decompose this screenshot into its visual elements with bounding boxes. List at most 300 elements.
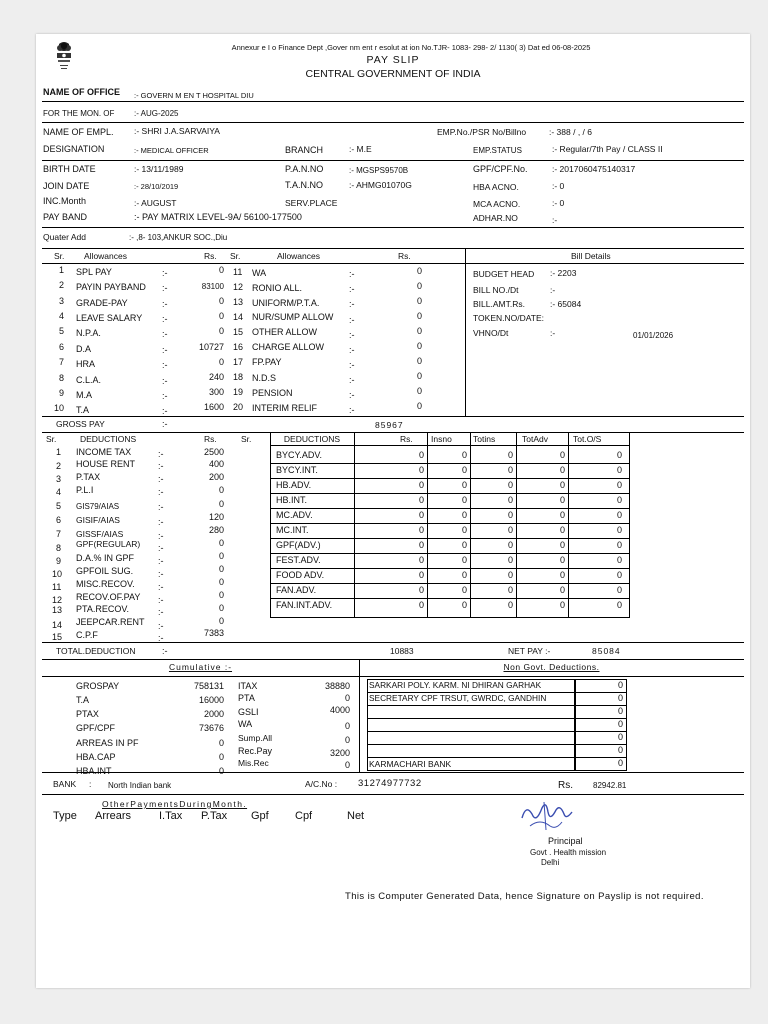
cum-value: 758131 — [193, 681, 224, 691]
loan-rs: 0 — [418, 480, 424, 490]
adhar-label: ADHAR.NO — [473, 213, 518, 223]
status-value: :- Regular/7th Pay / CLASS II — [552, 144, 663, 154]
other-payments-title: OtherPaymentsDuringMonth. — [102, 799, 248, 809]
divider — [42, 101, 744, 102]
ded-sr: 11 — [52, 582, 62, 592]
loans-header-insno: Insno — [431, 434, 452, 444]
loan-name: HB.INT. — [276, 495, 308, 505]
divider — [42, 416, 744, 417]
ded-sr: 10 — [52, 569, 63, 579]
gross-pay-label: GROSS PAY — [56, 419, 105, 429]
designation-value: :- MEDICAL OFFICER — [134, 146, 209, 155]
account-number: 31274977732 — [358, 778, 422, 789]
allow-sr: 20 — [233, 402, 244, 412]
allow-name: UNIFORM/P.T.A. — [252, 298, 320, 308]
cum-label: HBA.CAP — [76, 752, 116, 762]
loan-name: FAN.INT.ADV. — [276, 600, 333, 610]
loan-name: GPF(ADV.) — [276, 540, 321, 550]
loan-totins: 0 — [507, 510, 513, 520]
col-itax: I.Tax — [159, 810, 183, 822]
ded-colon: :- — [158, 517, 164, 527]
ded-sr: 4 — [56, 487, 62, 497]
cum-value: 0 — [344, 693, 350, 703]
col-cpf: Cpf — [295, 810, 313, 822]
loan-insno: 0 — [461, 570, 467, 580]
non-govt-value: 0 — [617, 745, 623, 755]
loan-insno: 0 — [461, 465, 467, 475]
net-pay-value: 85084 — [592, 646, 621, 656]
loan-rs: 0 — [418, 510, 424, 520]
loan-insno: 0 — [461, 480, 467, 490]
payband-value: :- PAY MATRIX LEVEL-9A/ 56100-177500 — [134, 212, 302, 222]
allow-name: FP.PAY — [252, 357, 282, 367]
gpf-label: GPF/CPF.No. — [473, 164, 528, 174]
payband-label: PAY BAND — [43, 212, 88, 222]
ded-colon: :- — [158, 543, 164, 553]
tan-value: :- AHMG01070G — [349, 180, 412, 190]
loan-rs: 0 — [418, 585, 424, 595]
inc-month-value: :- AUGUST — [134, 198, 177, 208]
adhar-value: :- — [552, 215, 558, 225]
allow-value: 0 — [416, 311, 422, 321]
loan-tot-os: 0 — [616, 540, 622, 550]
ded-value: 280 — [208, 525, 224, 535]
branch-label: BRANCH — [285, 145, 324, 155]
ded-name: PTA.RECOV. — [76, 604, 130, 614]
allow-name: N.P.A. — [76, 328, 101, 338]
divider — [42, 659, 744, 660]
allow-name: INTERIM RELIF — [252, 403, 318, 413]
loan-totins: 0 — [507, 585, 513, 595]
ded-value: 0 — [218, 499, 224, 509]
loans-col-line — [427, 432, 428, 618]
ded-colon: :- — [158, 633, 164, 643]
page-title: PAY SLIP — [366, 54, 420, 66]
loan-insno: 0 — [461, 600, 467, 610]
allow-value: 0 — [218, 296, 224, 306]
loan-totadv: 0 — [559, 600, 565, 610]
ded-colon: :- — [158, 502, 164, 512]
loan-tot-os: 0 — [616, 600, 622, 610]
col-ptax: P.Tax — [201, 810, 228, 822]
ded-colon: :- — [158, 474, 164, 484]
signatory-org: Govt . Health mission — [530, 848, 607, 857]
ded-colon: :- — [158, 569, 164, 579]
allow-colon: :- — [349, 299, 355, 309]
allow-name: M.A — [76, 390, 93, 400]
cum-label: PTAX — [76, 709, 99, 719]
allow-value: 0 — [218, 326, 224, 336]
quarter-value: :- ,8- 103,ANKUR SOC.,Diu — [129, 233, 228, 242]
cum-label: T.A — [76, 695, 90, 705]
loan-totadv: 0 — [559, 570, 565, 580]
allow-sr: 11 — [233, 267, 243, 277]
net-pay-label: NET PAY :- — [508, 646, 551, 656]
ded-value: 120 — [208, 512, 224, 522]
allow-colon: :- — [349, 269, 355, 279]
loan-row-line — [270, 493, 630, 494]
ded-name: P.TAX — [76, 472, 101, 482]
allow-value: 0 — [416, 356, 422, 366]
allow-colon: :- — [349, 315, 355, 325]
ded-name: GIS79/AIAS — [76, 502, 120, 511]
loan-rs: 0 — [418, 465, 424, 475]
col-gpf: Gpf — [251, 810, 269, 822]
amount-value: 82942.81 — [593, 781, 627, 790]
cum-label: ITAX — [238, 681, 258, 691]
non-govt-value: 0 — [617, 719, 623, 729]
loan-tot-os: 0 — [616, 525, 622, 535]
ded-name: GISIF/AIAS — [76, 515, 120, 525]
divider — [42, 676, 744, 677]
col-type: Type — [53, 810, 77, 822]
allow-name: SPL PAY — [76, 267, 112, 277]
loan-totins: 0 — [507, 540, 513, 550]
loan-totadv: 0 — [559, 450, 565, 460]
cum-label: GSLI — [238, 707, 259, 717]
non-govt-name: SARKARI POLY. KARM. NI DHIRAN GARHAK — [369, 680, 542, 690]
bank-colon: : — [89, 779, 92, 789]
allow-sr: 9 — [59, 388, 65, 398]
allow-colon: :- — [349, 330, 355, 340]
allow-value: 0 — [416, 386, 422, 396]
cum-value: 3200 — [329, 748, 350, 758]
signatory-title: Principal — [548, 836, 583, 846]
loan-totins: 0 — [507, 480, 513, 490]
cum-value: 0 — [218, 738, 224, 748]
total-deduction-label: TOTAL.DEDUCTION — [56, 646, 136, 656]
loan-row-line — [270, 463, 630, 464]
allow-name: NUR/SUMP ALLOW — [252, 312, 334, 322]
loan-rs: 0 — [418, 525, 424, 535]
ded-colon: :- — [158, 607, 164, 617]
loan-totins: 0 — [507, 600, 513, 610]
loan-tot-os: 0 — [616, 465, 622, 475]
cum-label: Mis.Rec — [238, 758, 269, 768]
loan-row-line — [270, 523, 630, 524]
allow-value: 10727 — [198, 342, 224, 352]
emp-name-value: :- SHRI J.A.SARVAIYA — [134, 126, 220, 136]
ded-value: 400 — [208, 459, 224, 469]
ded-header-sr: Sr. — [46, 434, 57, 444]
loan-tot-os: 0 — [616, 585, 622, 595]
total-deduction-colon: :- — [162, 646, 168, 656]
loans-col-line — [470, 432, 471, 618]
allow-sr: 1 — [59, 265, 65, 275]
col-net: Net — [347, 810, 365, 822]
allow-sr: 5 — [59, 326, 65, 336]
payslip-sheet — [36, 34, 750, 988]
loan-row-line — [270, 598, 630, 599]
join-value: :- 28/10/2019 — [134, 182, 179, 191]
cum-label: GPF/CPF — [76, 723, 116, 733]
allow-name: C.L.A. — [76, 375, 102, 385]
join-label: JOIN DATE — [43, 181, 90, 191]
allow-sr: 8 — [59, 373, 65, 383]
account-label: A/C.No : — [305, 779, 338, 789]
ded-name: GPFOIL SUG. — [76, 566, 134, 576]
loan-totadv: 0 — [559, 465, 565, 475]
allow-name: RONIO ALL. — [252, 283, 303, 293]
allow-value: 0 — [218, 311, 224, 321]
loan-totadv: 0 — [559, 480, 565, 490]
loans-header-totins: Totins — [473, 434, 496, 444]
loan-rs: 0 — [418, 570, 424, 580]
divider — [42, 160, 744, 161]
allow-header-rs: Rs. — [204, 251, 217, 261]
ded-name: D.A.% IN GPF — [76, 553, 135, 563]
cum-value: 73676 — [198, 723, 224, 733]
allow-value: 0 — [416, 341, 422, 351]
allow-value: 83100 — [201, 282, 224, 291]
loan-totins: 0 — [507, 450, 513, 460]
ded-header-name: DEDUCTIONS — [80, 434, 137, 444]
loan-totadv: 0 — [559, 555, 565, 565]
allow-sr: 19 — [233, 387, 244, 397]
ded-colon: :- — [158, 582, 164, 592]
ded-name: C.P.F — [76, 630, 98, 640]
allow-name: WA — [252, 268, 267, 278]
allow-colon: :- — [162, 376, 168, 386]
divider — [42, 263, 744, 264]
loan-row-line — [270, 478, 630, 479]
allow-sr: 15 — [233, 327, 244, 337]
allow-colon: :- — [162, 299, 168, 309]
ded-name: INCOME TAX — [76, 447, 132, 457]
allow-name: CHARGE ALLOW — [252, 342, 325, 352]
allow-sr: 12 — [233, 282, 244, 292]
loan-rs: 0 — [418, 450, 424, 460]
allow-name: PAYIN PAYBAND — [76, 282, 146, 292]
ded-header-rs: Rs. — [204, 434, 217, 444]
ded-header-sr2: Sr. — [241, 434, 252, 444]
ded-sr: 9 — [56, 556, 62, 566]
allow-name: PENSION — [252, 388, 293, 398]
allow-name: OTHER ALLOW — [252, 327, 318, 337]
ded-colon: :- — [158, 531, 164, 541]
bill-amt-label: BILL.AMT.Rs. — [473, 299, 525, 309]
cum-value: 0 — [344, 760, 350, 770]
loan-name: BYCY.INT. — [276, 465, 318, 475]
ded-name: HOUSE RENT — [76, 459, 136, 469]
loan-totadv: 0 — [559, 540, 565, 550]
allow-colon: :- — [162, 360, 168, 370]
loan-name: BYCY.ADV. — [276, 450, 323, 460]
loan-tot-os: 0 — [616, 450, 622, 460]
allow-sr: 7 — [59, 357, 65, 367]
allow-colon: :- — [349, 345, 355, 355]
loan-name: FAN.ADV. — [276, 585, 317, 595]
office-value: :- GOVERN M EN T HOSPITAL DIU — [134, 91, 254, 100]
designation-label: DESIGNATION — [43, 144, 105, 154]
allow-colon: :- — [162, 406, 168, 416]
divider — [42, 122, 744, 123]
ded-name: MISC.RECOV. — [76, 579, 135, 589]
amount-label: Rs. — [558, 780, 573, 791]
allow-name: D.A — [76, 344, 92, 354]
allow-sr: 10 — [54, 403, 65, 413]
cum-value: 0 — [344, 721, 350, 731]
ded-name: GPF(REGULAR) — [76, 539, 141, 549]
loan-name: FOOD ADV. — [276, 570, 325, 580]
ded-sr: 15 — [52, 632, 63, 642]
ded-sr: 14 — [52, 620, 63, 630]
footer-note: This is Computer Generated Data, hence Signature on Payslip is not required. — [345, 891, 704, 902]
loans-header-tot-os: Tot.O/S — [573, 434, 602, 444]
quarter-label: Quater Add — [43, 232, 87, 242]
ded-value: 0 — [218, 603, 224, 613]
cum-label: WA — [238, 719, 253, 729]
signatory-place: Delhi — [541, 858, 560, 867]
loan-row-line — [270, 553, 630, 554]
ded-value: 0 — [218, 551, 224, 561]
loans-col-line — [568, 432, 569, 618]
non-govt-value: 0 — [617, 758, 623, 768]
allow-colon: :- — [162, 314, 168, 324]
mca-label: MCA ACNO. — [473, 199, 521, 209]
divider — [42, 794, 744, 795]
allow-value: 1600 — [203, 402, 224, 412]
ded-name: RECOV.OF.PAY — [76, 592, 141, 602]
loan-totins: 0 — [507, 525, 513, 535]
allow-value: 0 — [416, 266, 422, 276]
allow-colon: :- — [349, 390, 355, 400]
non-govt-title: Non Govt. Deductions. — [503, 662, 600, 672]
serv-place-label: SERV.PLACE — [285, 198, 338, 208]
cum-value: 16000 — [198, 695, 224, 705]
emp-no-label: EMP.No./PSR No/Billno — [437, 127, 527, 137]
non-govt-name: KARMACHARI BANK — [369, 759, 452, 769]
loans-col-line — [354, 432, 355, 618]
allow-name: HRA — [76, 359, 96, 369]
loan-totadv: 0 — [559, 495, 565, 505]
loan-insno: 0 — [461, 555, 467, 565]
loan-totins: 0 — [507, 465, 513, 475]
allow-colon: :- — [162, 329, 168, 339]
loans-header-name: DEDUCTIONS — [283, 434, 341, 444]
inc-month-label: INC.Month — [43, 196, 87, 206]
ded-sr: 13 — [52, 605, 63, 615]
total-deduction-value: 10883 — [390, 646, 414, 656]
loan-tot-os: 0 — [616, 480, 622, 490]
birth-label: BIRTH DATE — [43, 164, 96, 174]
loan-tot-os: 0 — [616, 570, 622, 580]
allow-value: 0 — [416, 371, 422, 381]
bank-label: BANK — [53, 779, 77, 789]
allow-value: 0 — [416, 326, 422, 336]
bill-details-header: Bill Details — [571, 251, 611, 261]
allow-sr: 14 — [233, 312, 244, 322]
emp-no-value: :- 388 / , / 6 — [549, 127, 592, 137]
loan-totins: 0 — [507, 555, 513, 565]
status-label: EMP.STATUS — [473, 146, 522, 155]
cum-label: GROSPAY — [76, 681, 120, 691]
allow-name: GRADE-PAY — [76, 298, 128, 308]
loan-insno: 0 — [461, 510, 467, 520]
ded-value: 2500 — [203, 447, 224, 457]
ded-sr: 6 — [56, 515, 62, 525]
bill-no-value: :- — [550, 285, 556, 295]
emp-name-label: NAME OF EMPL. — [43, 127, 114, 137]
cum-label: HBA.INT — [76, 766, 112, 776]
loans-header-line — [270, 445, 630, 446]
vhno-value: :- — [550, 328, 556, 338]
loan-totadv: 0 — [559, 525, 565, 535]
ded-sr: 5 — [56, 501, 62, 511]
allow-sr: 13 — [233, 297, 244, 307]
loans-col-line — [516, 432, 517, 618]
allow-colon: :- — [162, 283, 168, 293]
budget-head-value: :- 2203 — [550, 268, 577, 278]
bill-amt-value: :- 65084 — [550, 299, 582, 309]
loan-totins: 0 — [507, 570, 513, 580]
hba-label: HBA ACNO. — [473, 182, 519, 192]
ded-value: 0 — [218, 538, 224, 548]
loan-insno: 0 — [461, 495, 467, 505]
hba-value: :- 0 — [552, 181, 565, 191]
cum-label: PTA — [238, 693, 255, 703]
allow-value: 0 — [416, 296, 422, 306]
cum-label: Rec.Pay — [238, 746, 273, 756]
loan-tot-os: 0 — [616, 495, 622, 505]
ded-colon: :- — [158, 449, 164, 459]
allow-colon: :- — [349, 284, 355, 294]
allow-sr: 4 — [59, 311, 65, 321]
cumulative-title: Cumulative :- — [168, 662, 233, 672]
allow-sr: 16 — [233, 342, 244, 352]
office-label: NAME OF OFFICE — [43, 87, 120, 97]
page-subtitle: CENTRAL GOVERNMENT OF INDIA — [305, 68, 481, 80]
allow-name: N.D.S — [252, 373, 277, 383]
allow-value: 0 — [416, 281, 422, 291]
divider — [42, 772, 744, 773]
cum-value: 0 — [218, 766, 224, 776]
loans-header-totadv: TotAdv — [522, 434, 548, 444]
annexure-line: Annexur e I o Finance Dept ,Gover nm ent r esolut at ion No.TJR- 1083- 298- 2/ 1130( 3) Dat ed 06-08-2025 — [231, 43, 591, 52]
allow-colon: :- — [162, 391, 168, 401]
loan-name: MC.ADV. — [276, 510, 313, 520]
bill-no-label: BILL NO./Dt — [473, 285, 519, 295]
loan-insno: 0 — [461, 585, 467, 595]
cum-label: ARREAS IN PF — [76, 738, 139, 748]
non-govt-name: SECRETARY CPF TRSUT, GWRDC, GANDHIN — [369, 693, 547, 703]
mca-value: :- 0 — [552, 198, 565, 208]
allow-sr: 3 — [59, 296, 65, 306]
signature-mark — [516, 796, 576, 836]
non-govt-value: 0 — [617, 680, 623, 690]
loan-row-line — [270, 538, 630, 539]
loans-header-rs: Rs. — [400, 434, 413, 444]
col-arrears: Arrears — [95, 810, 132, 822]
divider — [42, 248, 744, 249]
allow-colon: :- — [162, 345, 168, 355]
ded-colon: :- — [158, 556, 164, 566]
ded-colon: :- — [158, 461, 164, 471]
gross-pay-colon: :- — [162, 419, 168, 429]
loan-totins: 0 — [507, 495, 513, 505]
ded-value: 0 — [218, 577, 224, 587]
allow-header-rs2: Rs. — [398, 251, 411, 261]
budget-head-label: BUDGET HEAD — [473, 269, 535, 279]
birth-value: :- 13/11/1989 — [134, 164, 184, 174]
ded-value: 0 — [218, 590, 224, 600]
allow-header-name: Allowances — [84, 251, 127, 261]
loan-totadv: 0 — [559, 510, 565, 520]
loan-row-line — [270, 583, 630, 584]
gross-pay-value: 85967 — [375, 420, 404, 430]
allow-value: 300 — [208, 387, 224, 397]
ded-sr: 1 — [56, 447, 62, 457]
